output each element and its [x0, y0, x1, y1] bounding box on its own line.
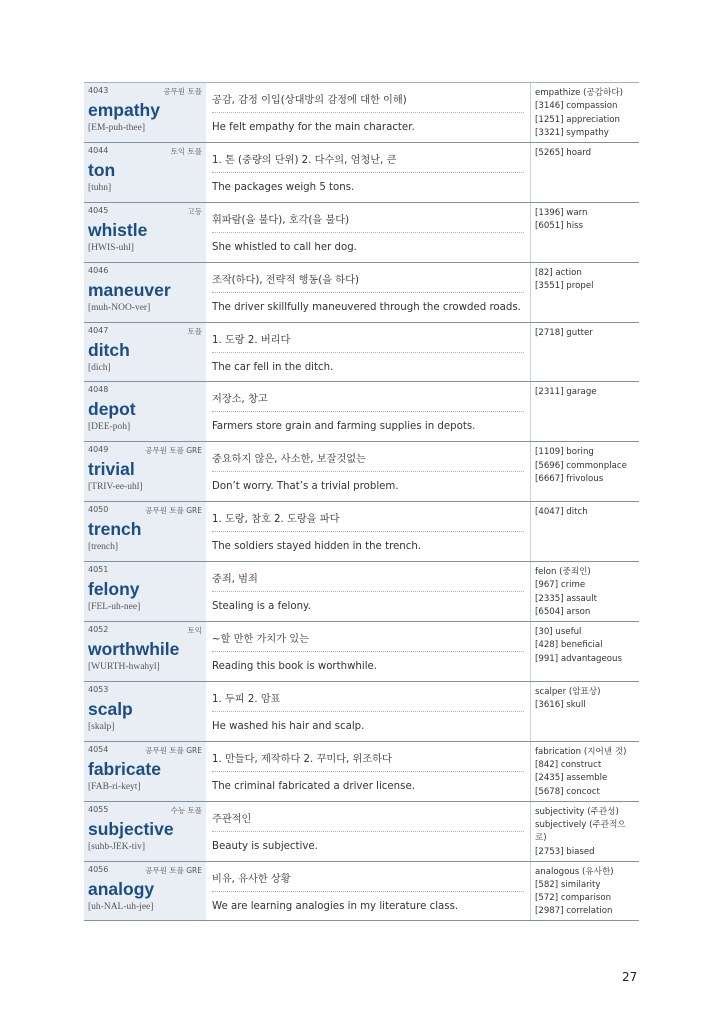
definition-cell	[206, 682, 530, 741]
example-sentence: The packages weigh 5 tons.	[212, 181, 355, 193]
related-words-cell	[530, 382, 639, 441]
related-word: [1251] appreciation	[535, 114, 620, 125]
entry-number: 4052	[88, 625, 109, 635]
related-words-cell	[530, 682, 639, 741]
headword-cell	[84, 442, 206, 501]
definition-cell	[206, 263, 530, 322]
definition-cell	[206, 83, 530, 142]
pronunciation: [tuhn]	[88, 182, 112, 193]
entry-number: 4050	[88, 505, 109, 515]
example-sentence: Reading this book is worthwhile.	[212, 660, 378, 672]
vocab-entry	[84, 562, 639, 622]
related-word: [6667] frivolous	[535, 473, 604, 484]
exam-tags: 공무원 토플 GRE	[145, 745, 202, 755]
vocab-entry	[84, 83, 639, 143]
pronunciation: [suhb-JEK-tiv]	[88, 841, 145, 852]
example-sentence: Beauty is subjective.	[212, 840, 318, 852]
pronunciation: [TRIV-ee-uhl]	[88, 482, 143, 493]
exam-tags: 고등	[187, 206, 202, 216]
exam-tags: 수능 토플	[170, 805, 202, 815]
entry-number: 4043	[88, 86, 109, 95]
related-word: [2335] assault	[535, 593, 597, 604]
related-word: [2311] garage	[535, 387, 597, 398]
related-word: [5696] commonplace	[535, 460, 627, 471]
related-word: [582] similarity	[535, 879, 601, 890]
related-words-cell	[530, 862, 639, 921]
headword: depot	[88, 399, 136, 420]
related-word: [5265] hoard	[535, 147, 592, 158]
headword-cell	[84, 682, 206, 741]
related-word: [1109] boring	[535, 447, 594, 458]
headword: empathy	[88, 100, 160, 120]
meaning: ~할 만한 가치가 있는	[212, 634, 309, 646]
example-sentence: He felt empathy for the main character.	[212, 121, 415, 133]
page-number: 27	[622, 970, 638, 984]
headword-cell	[84, 83, 206, 142]
related-words-cell	[530, 442, 639, 501]
vocab-entry	[84, 263, 639, 323]
related-word: [6051] hiss	[535, 221, 584, 232]
related-word: [3146] compassion	[535, 101, 618, 112]
headword-cell	[84, 742, 206, 801]
exam-tags: 토익 토플	[170, 146, 202, 156]
headword: maneuver	[88, 279, 171, 300]
headword: fabricate	[88, 758, 161, 779]
definition-cell	[206, 143, 530, 202]
headword-cell	[84, 562, 206, 621]
related-words-cell	[530, 83, 639, 142]
meaning: 저장소, 창고	[212, 394, 268, 406]
vocab-entry	[84, 143, 639, 203]
related-words-cell	[530, 562, 639, 621]
headword-cell	[84, 143, 206, 202]
definition-cell	[206, 562, 530, 621]
definition-cell	[206, 323, 530, 382]
related-word: scalper (암표상)	[535, 686, 601, 697]
related-word: 로)	[535, 833, 547, 844]
entry-number: 4053	[88, 684, 109, 694]
related-words-cell	[530, 742, 639, 801]
exam-tags: 공무원 토플 GRE	[145, 865, 202, 875]
pronunciation: [muh-NOO-ver]	[88, 302, 151, 313]
headword: whistle	[88, 219, 148, 240]
definition-cell	[206, 622, 530, 681]
example-sentence: She whistled to call her dog.	[212, 241, 357, 253]
example-sentence: Stealing is a felony.	[212, 601, 311, 613]
related-word: [6504] arson	[535, 607, 591, 618]
pronunciation: [dich]	[88, 362, 111, 373]
related-word: [572] comparison	[535, 893, 612, 904]
related-words-cell	[530, 323, 639, 382]
vocab-entry	[84, 862, 639, 922]
pronunciation: [skalp]	[88, 721, 115, 732]
related-words-cell	[530, 143, 639, 202]
related-words-cell	[530, 263, 639, 322]
exam-tags: 토익	[187, 626, 202, 636]
headword-cell	[84, 802, 206, 861]
pronunciation: [DEE-poh]	[88, 422, 131, 433]
entry-number: 4044	[88, 145, 109, 155]
related-word: [2435] assemble	[535, 773, 608, 784]
vocab-entry	[84, 502, 639, 562]
related-word: [2718] gutter	[535, 327, 593, 338]
example-sentence: Don’t worry. That’s a trivial problem.	[212, 481, 399, 493]
vocab-entry	[84, 323, 639, 383]
entry-number: 4056	[88, 864, 109, 874]
entry-number: 4055	[88, 804, 109, 814]
headword-cell	[84, 502, 206, 561]
definition-cell	[206, 382, 530, 441]
headword-cell	[84, 263, 206, 322]
vocab-entry	[84, 382, 639, 442]
vocab-entry	[84, 622, 639, 682]
pronunciation: [WURTH-hwahyl]	[88, 662, 160, 673]
meaning: 주관적인	[212, 813, 252, 825]
entry-number: 4046	[88, 265, 109, 275]
entry-number: 4045	[88, 205, 109, 215]
vocab-entry	[84, 203, 639, 263]
meaning: 1. 도랑 2. 버리다	[212, 334, 291, 346]
related-word: empathize (공감하다)	[535, 88, 624, 98]
related-word: [1396] warn	[535, 207, 588, 218]
related-words-cell	[530, 802, 639, 861]
vocab-entry	[84, 682, 639, 742]
related-word: [5678] concoct	[535, 786, 600, 797]
meaning: 조작(하다), 전략적 행동(을 하다)	[212, 274, 359, 286]
example-sentence: He washed his hair and scalp.	[212, 720, 365, 732]
related-word: subjectively (주관적으	[535, 819, 626, 830]
related-word: [3551] propel	[535, 280, 594, 291]
entry-number: 4047	[88, 325, 109, 335]
headword: trivial	[88, 459, 135, 480]
exam-tags: 공무원 토플 GRE	[145, 506, 202, 516]
entry-number: 4051	[88, 565, 109, 575]
pronunciation: [trench]	[88, 542, 119, 553]
related-word: analogous (유사한)	[535, 866, 614, 877]
meaning: 1. 두피 2. 암표	[212, 693, 281, 705]
related-word: [428] beneficial	[535, 640, 603, 651]
related-word: [967] crime	[535, 580, 586, 591]
related-word: [2987] correlation	[535, 906, 613, 917]
example-sentence: Farmers store grain and farming supplies in depots.	[212, 421, 476, 433]
headword: subjective	[88, 818, 174, 839]
vocab-entry	[84, 442, 639, 502]
headword-cell	[84, 622, 206, 681]
headword: scalp	[88, 698, 133, 719]
related-word: [3616] skull	[535, 700, 586, 711]
pronunciation: [HWIS-uhl]	[88, 242, 134, 253]
related-word: [30] useful	[535, 627, 582, 638]
vocabulary-table	[84, 82, 639, 921]
headword: ditch	[88, 339, 130, 360]
example-sentence: The driver skillfully maneuvered through the crowded roads.	[212, 301, 521, 313]
related-word: [842] construct	[535, 760, 602, 771]
headword: analogy	[88, 878, 155, 899]
exam-tags: 공무원 토플 GRE	[145, 446, 202, 456]
meaning: 공감, 감정 이입(상대방의 감정에 대한 이해)	[212, 95, 407, 106]
meaning: 비유, 유사한 상황	[212, 873, 291, 885]
entry-number: 4048	[88, 385, 109, 395]
pronunciation: [uh-NAL-uh-jee]	[88, 901, 154, 912]
related-word: subjectivity (주관성)	[535, 806, 619, 817]
related-words-cell	[530, 502, 639, 561]
entry-number: 4054	[88, 744, 109, 754]
pronunciation: [FAB-ri-keyt]	[88, 781, 141, 792]
related-word: [2753] biased	[535, 846, 595, 857]
pronunciation: [EM-puh-thee]	[88, 123, 145, 133]
related-word: [82] action	[535, 267, 582, 278]
related-words-cell	[530, 622, 639, 681]
meaning: 1. 도랑, 참호 2. 도랑을 파다	[212, 514, 340, 526]
entry-number: 4049	[88, 445, 109, 455]
exam-tags: 토플	[187, 326, 202, 336]
example-sentence: The criminal fabricated a driver license.	[212, 780, 415, 792]
headword: ton	[88, 159, 116, 180]
example-sentence: The car fell in the ditch.	[212, 361, 334, 373]
headword: worthwhile	[88, 639, 180, 660]
vocab-entry	[84, 742, 639, 802]
definition-cell	[206, 802, 530, 861]
headword-cell	[84, 203, 206, 262]
headword-cell	[84, 323, 206, 382]
headword-cell	[84, 862, 206, 921]
related-word: [991] advantageous	[535, 653, 622, 664]
related-word: [4047] ditch	[535, 507, 588, 518]
exam-tags: 공무원 토플	[163, 87, 202, 96]
related-word: felon (중죄인)	[535, 567, 591, 578]
meaning: 휘파람(을 불다), 호각(을 불다)	[212, 214, 350, 226]
example-sentence: We are learning analogies in my literature class.	[212, 900, 459, 912]
headword: trench	[88, 519, 142, 540]
definition-cell	[206, 442, 530, 501]
vocab-entry	[84, 802, 639, 862]
meaning: 1. 톤 (중량의 단위) 2. 다수의, 엄청난, 큰	[212, 154, 397, 166]
headword-cell	[84, 382, 206, 441]
definition-cell	[206, 502, 530, 561]
meaning: 1. 만들다, 제작하다 2. 꾸미다, 위조하다	[212, 753, 392, 765]
meaning: 중요하지 않은, 사소한, 보잘것없는	[212, 454, 366, 466]
pronunciation: [FEL-uh-nee]	[88, 602, 141, 613]
meaning: 중죄, 범죄	[212, 574, 258, 586]
definition-cell	[206, 742, 530, 801]
related-word: [3321] sympathy	[535, 127, 609, 138]
example-sentence: The soldiers stayed hidden in the trench.	[212, 541, 422, 553]
definition-cell	[206, 862, 530, 921]
definition-cell	[206, 203, 530, 262]
related-words-cell	[530, 203, 639, 262]
related-word: fabrication (지어낸 것)	[535, 746, 627, 757]
headword: felony	[88, 579, 140, 600]
